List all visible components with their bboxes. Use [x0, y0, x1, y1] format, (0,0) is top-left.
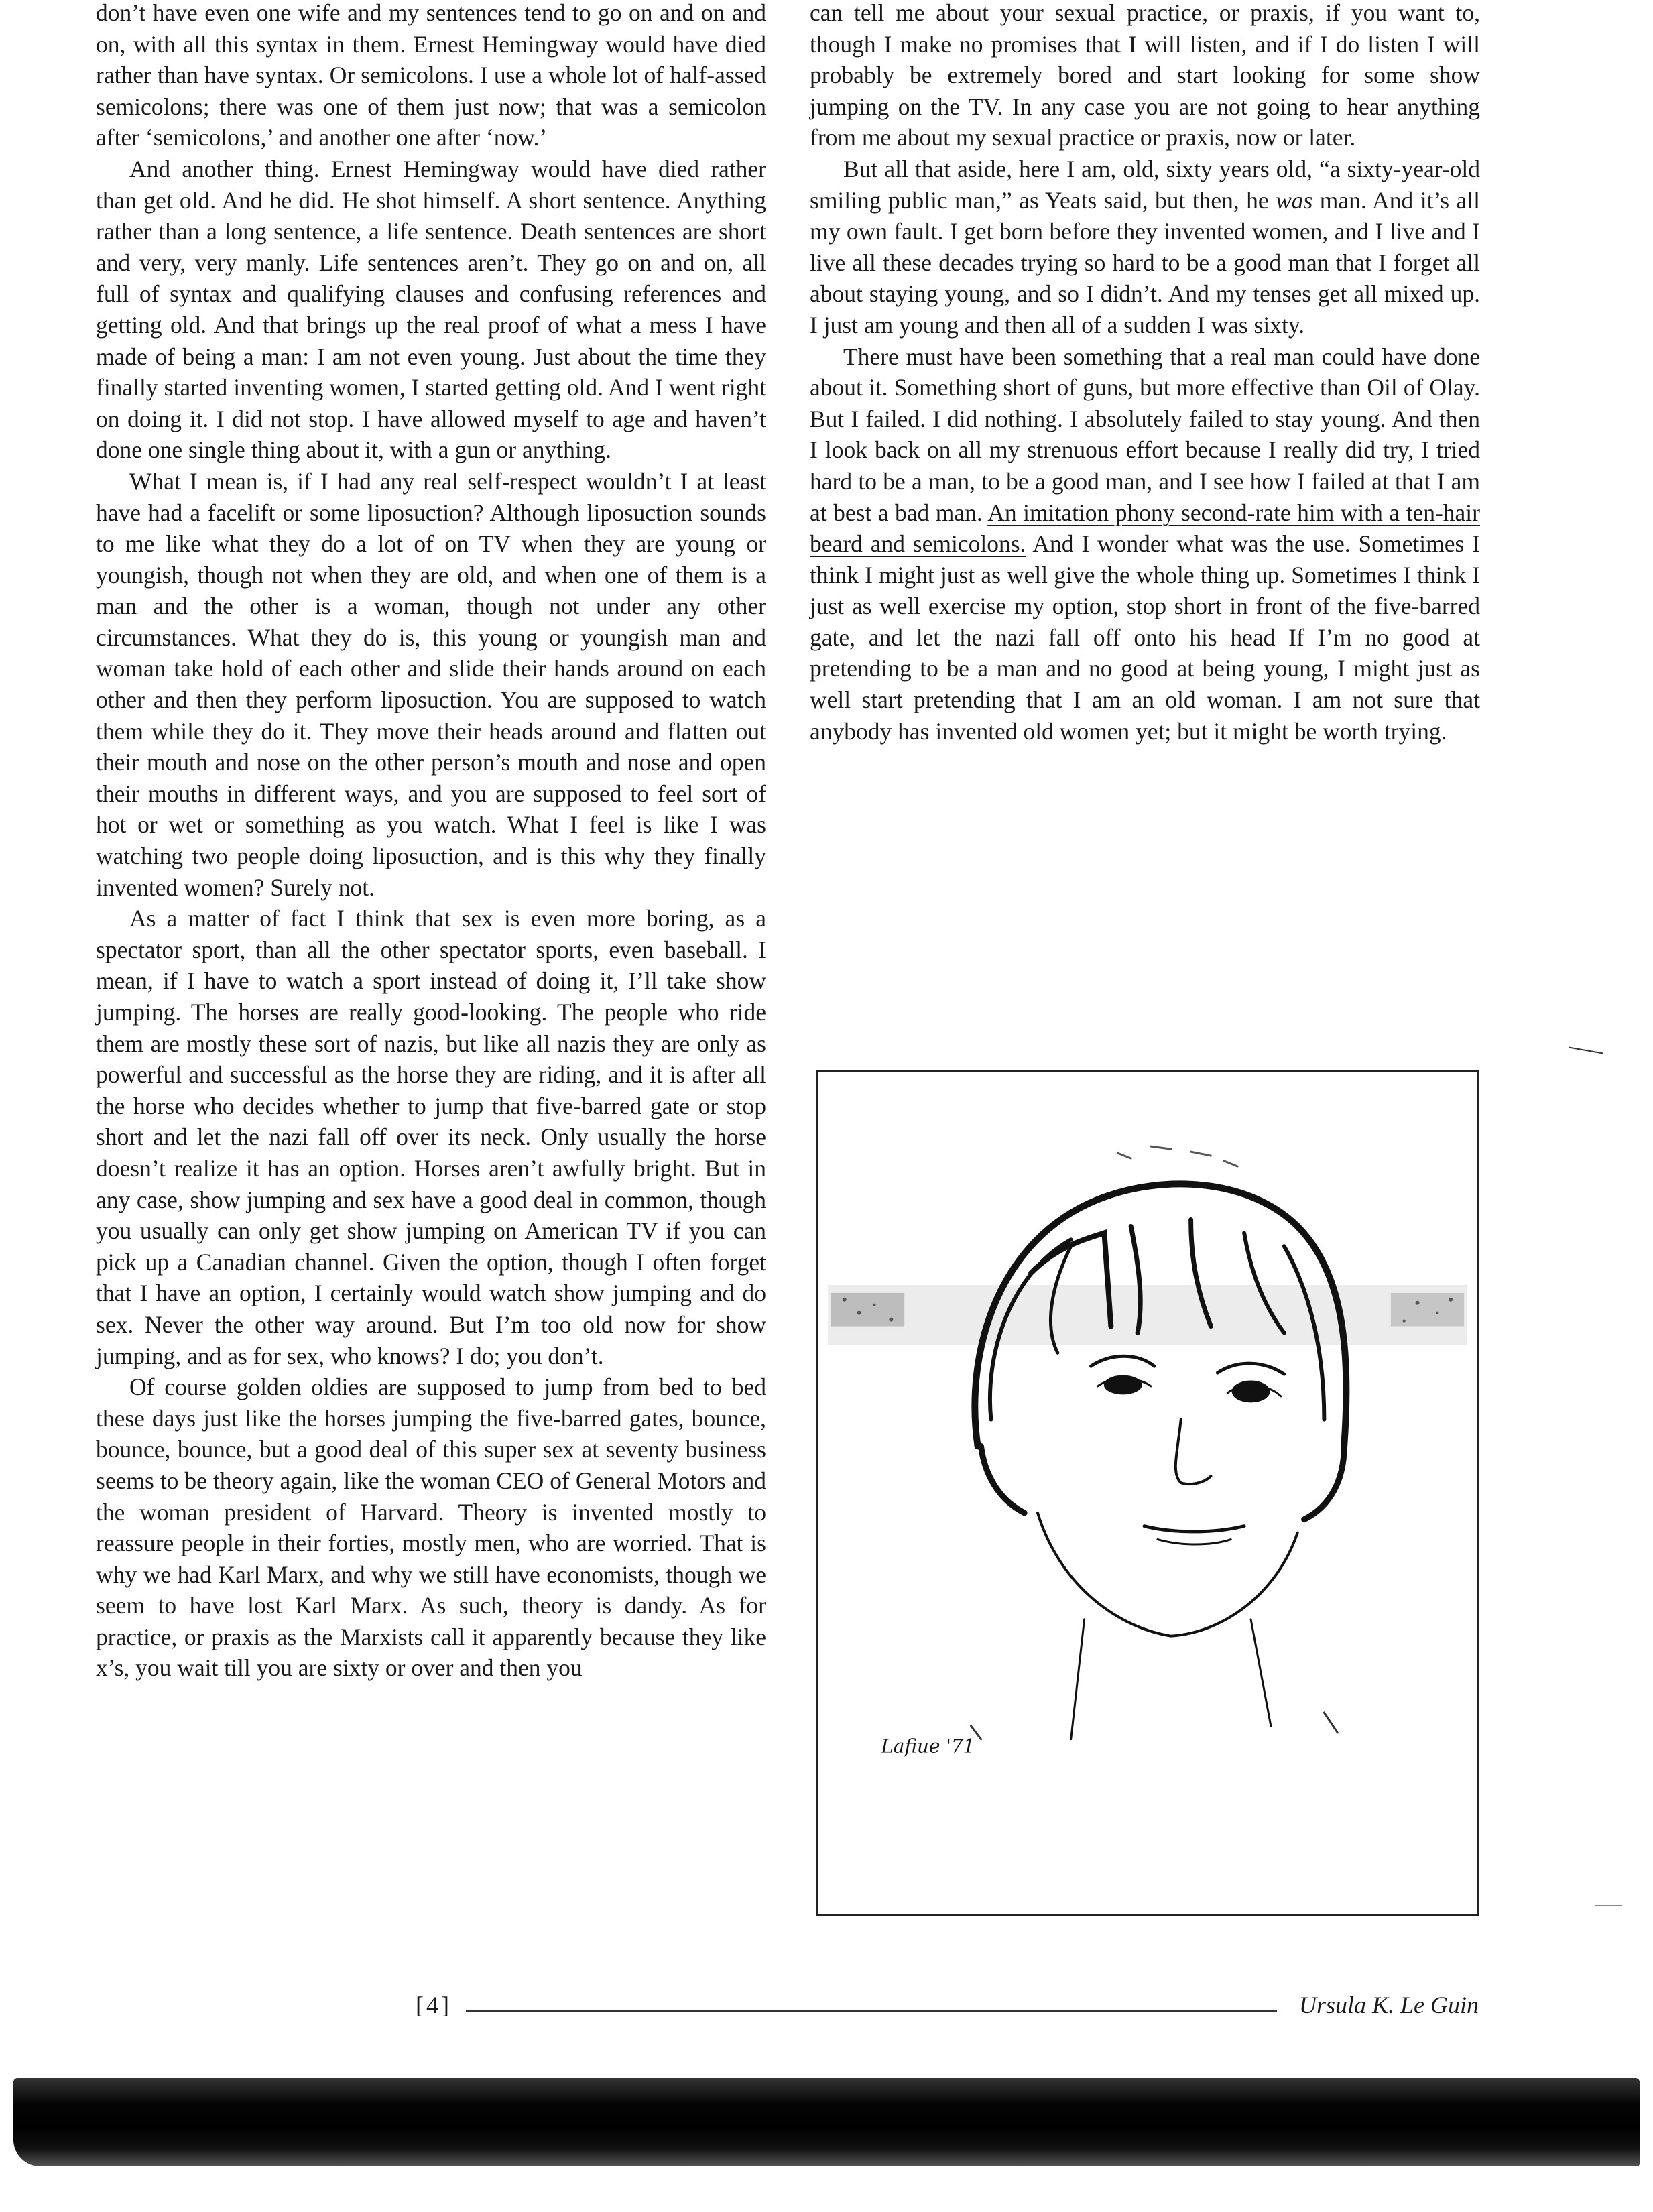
- page-footer: [416, 1991, 1488, 2024]
- right-text-column: [810, 0, 1480, 747]
- background-stipple: [828, 1285, 1467, 1345]
- portrait-illustration: [816, 1070, 1479, 1916]
- paragraph-6: can tell me about your sexual practice, or praxis, if you want to, though I make no promises that I will listen, and if I do listen I will probably be extremely bored and start looking for some show jumping on the TV. In any case you are not going to hear anything from me about my sexual practice or praxis, now or later.: [810, 0, 1480, 151]
- face-features: [971, 1356, 1338, 1739]
- underlined-sentence: An imitation phony second-rate him with a ten-hair beard and semicolons.: [810, 499, 1480, 558]
- paragraph-4: As a matter of fact I think that sex is even more boring, as a spectator sport, than all the other spectator sports, even baseball. I mean, if I have to watch a sport instead of doing it, I’ll take show jumping. The horses are really good-looking. The people who ride them are mostly these sort of nazis, but like all nazis they are only as powerful and successful as the horse they are riding, and it is after all the horse who decides whether to jump that five-barred gate or stop short and let the nazi fall off over its neck. Only usually the horse doesn’t realize it has an option. Horses aren’t awfully bright. But in any case, show jumping and sex have a good deal in common, though you usually can only get show jumping on American TV if you can pick up a Canadian channel. Given the option, though I often forget that I have an option, I certainly would watch show jumping and do sex. Never the other way around. But I’m too old now for show jumping, and as for sex, who knows? I do; you don’t.: [96, 905, 766, 1369]
- page-number: [4]: [416, 1991, 452, 2018]
- emphasis-was: was: [1276, 186, 1313, 214]
- paragraph-8-part-1: There must have been something that a real man could have done about it. Something short of guns, but more effective than Oil of Olay. But I failed. I did nothing. I absolutely failed to stay young. And then I look back on all my strenuous effort because I really did try, I tried hard to be a man, to be a good man, and I see how I failed at that I am at best a bad man.: [810, 343, 1480, 526]
- paragraph-3: What I mean is, if I had any real self-respect wouldn’t I at least have had a facelift or some liposuction? Although liposuction sounds to me like what they do a lot of on TV when they are young or youngish, though not when they are old, and when one of them is a man and the other is a woman, though not under any other circumstances. What they do is, this young or youngish man and woman take hold of each other and slide their hands around on each other and then they perform liposuction. You are supposed to watch them while they do it. They move their heads around and flatten out their mouth and nose on the other person’s mouth and nose and open their mouths in different ways, and you are supposed to feel sort of hot or wet or something as you watch. What I feel is like I was watching two people doing liposuction, and is this why they finally invented women? Surely not.: [96, 467, 766, 901]
- scan-edge-band: [13, 2078, 1640, 2166]
- paragraph-2: And another thing. Ernest Hemingway would have died rather than get old. And he did. He shot himself. A short sentence. Anything rather than a long sentence, a life sentence. Death sentences are short and very, very manly. Life sentences aren’t. They go on and on, all full of syntax and qualifying clauses and confusing references and getting old. And that brings up the real proof of what a mess I have made of being a man: I am not even young. Just about the time they finally started inventing women, I started getting old. And I went right on doing it. I did not stop. I have allowed myself to age and haven’t done one single thing about it, with a gun or anything.: [96, 155, 766, 464]
- paragraph-8: [810, 341, 1480, 747]
- paragraph-1: don’t have even one wife and my sentences tend to go on and on and on, with all this syntax in them. Ernest Hemingway would have died rather than have syntax. Or semicolons. I use a whole lot of half-assed semicolons; there was one of them just now; that was a semicolon after ‘semicolons,’ and another one after ‘now.’: [96, 0, 766, 151]
- portrait-sketch: [818, 1072, 1477, 1914]
- stray-mark: [1569, 1047, 1603, 1054]
- paragraph-7: [810, 153, 1480, 341]
- author-name: Ursula K. Le Guin: [1299, 1991, 1479, 2018]
- paragraph-5: Of course golden oldies are supposed to jump from bed to bed these days just like the horses jumping the five-barred gates, bounce, bounce, bounce, but a good deal of this super sex at seventy business seems to be theory again, like the woman CEO of General Motors and the woman president of Harvard. Theory is invented mostly to reassure people in their forties, mostly men, who are worried. That is why we had Karl Marx, and why we still have economists, though we seem to have lost Karl Marx. As such, theory is dandy. As for practice, or praxis as the Marxists call it apparently because they like x’s, you wait till you are sixty or over and then you: [96, 1373, 766, 1682]
- left-text-column: [96, 0, 766, 1684]
- artist-signature: Lafiue '71: [881, 1735, 975, 1758]
- paragraph-7-part-1: But all that aside, here I am, old, sixty years old, “a sixty-year-old smiling public man,” as Yeats said, but then, he: [810, 155, 1480, 214]
- stray-mark: [1595, 1905, 1622, 1906]
- paragraph-8-part-2: And I wonder what was the use. Sometimes I think I might just as well give the whole thing up. Sometimes I think I just as well exercise my option, stop short in front of the five-barred gate, and let the nazi fall off onto his head If I’m no good at pretending to be a man and no good at being young, I might just as well start pretending that I am an old woman. I am not sure that anybody has invented old women yet; but it might be worth trying.: [810, 530, 1480, 745]
- footer-rule: [466, 2010, 1277, 2012]
- paragraph-7-part-2: man. And it’s all my own fault. I get born before they invented women, and I live and I live all these decades trying so hard to be a good man that I forget all about staying young, and so I didn’t. And my tenses get all mixed up. I just am young and then all of a sudden I was sixty.: [810, 186, 1480, 339]
